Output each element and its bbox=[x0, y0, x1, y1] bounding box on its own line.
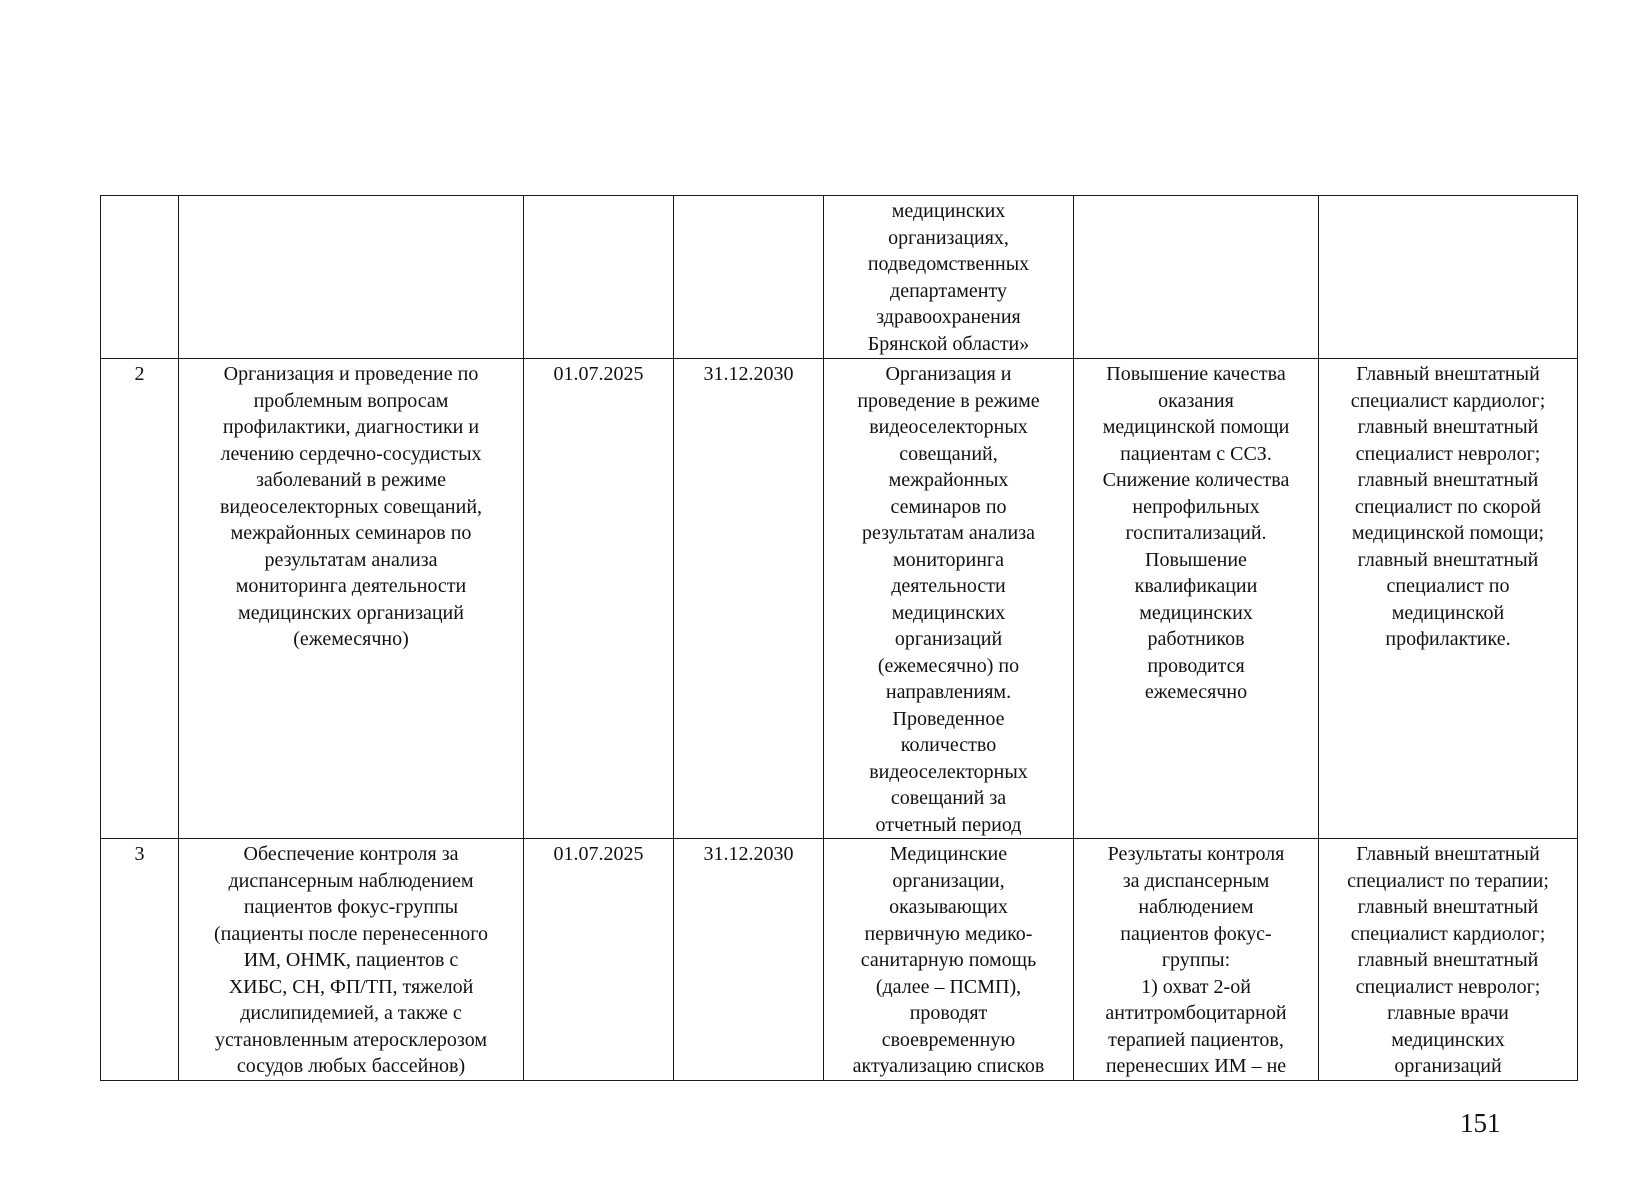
cell-result: медицинских организациях, подведомственных департаменту здравоохранения Брянской области» bbox=[824, 196, 1074, 359]
cell-end-date: 31.12.2030 bbox=[674, 359, 824, 839]
cell-activity bbox=[179, 196, 524, 359]
cell-result: Организация и проведение в режиме видеоселекторных совещаний, межрайонных семинаров по результатам анализа мониторинга деятельности медицинских организаций (ежемесячно) по направлениям. Проведенное количество видеоселекторных совещаний за отчетный период bbox=[824, 359, 1074, 839]
cell-responsible: Главный внештатный специалист кардиолог; главный внештатный специалист невролог; главный внештатный специалист по скорой медицинской помощи; главный внештатный специалист по медицинской профилактике. bbox=[1319, 359, 1578, 839]
cell-number bbox=[101, 196, 179, 359]
cell-activity: Организация и проведение по проблемным вопросам профилактики, диагностики и лечению сердечно-сосудистых заболеваний в режиме видеоселекторных совещаний, межрайонных семинаров по результатам анализа мониторинга деятельности медицинских организаций (ежемесячно) bbox=[179, 359, 524, 839]
cell-indicator bbox=[1074, 196, 1319, 359]
cell-indicator: Результаты контроля за диспансерным наблюдением пациентов фокус- группы: 1) охват 2-ой антитромбоцитарной терапией пациентов, перенесших ИМ – не bbox=[1074, 839, 1319, 1081]
cell-start-date bbox=[524, 196, 674, 359]
table-row bbox=[101, 359, 1578, 839]
cell-number: 3 bbox=[101, 839, 179, 1081]
cell-activity: Обеспечение контроля за диспансерным наблюдением пациентов фокус-группы (пациенты после перенесенного ИМ, ОНМК, пациентов с ХИБС, СН, ФП/ТП, тяжелой дислипидемией, а также с установленным атеросклерозом сосудов любых бассейнов) bbox=[179, 839, 524, 1081]
cell-result: Медицинские организации, оказывающих первичную медико- санитарную помощь (далее – ПСМП), проводят своевременную актуализацию списков bbox=[824, 839, 1074, 1081]
table-row bbox=[101, 196, 1578, 359]
cell-indicator: Повышение качества оказания медицинской помощи пациентам с ССЗ. Снижение количества непрофильных госпитализаций. Повышение квалификации медицинских работников проводится ежемесячно bbox=[1074, 359, 1319, 839]
cell-end-date bbox=[674, 196, 824, 359]
table-row bbox=[101, 839, 1578, 1081]
cell-number: 2 bbox=[101, 359, 179, 839]
cell-start-date: 01.07.2025 bbox=[524, 359, 674, 839]
page-number: 151 bbox=[1460, 1108, 1501, 1138]
cell-responsible bbox=[1319, 196, 1578, 359]
cell-start-date: 01.07.2025 bbox=[524, 839, 674, 1081]
cell-end-date: 31.12.2030 bbox=[674, 839, 824, 1081]
cell-responsible: Главный внештатный специалист по терапии; главный внештатный специалист кардиолог; главный внештатный специалист невролог; главные врачи медицинских организаций bbox=[1319, 839, 1578, 1081]
plan-table bbox=[100, 195, 1578, 1081]
